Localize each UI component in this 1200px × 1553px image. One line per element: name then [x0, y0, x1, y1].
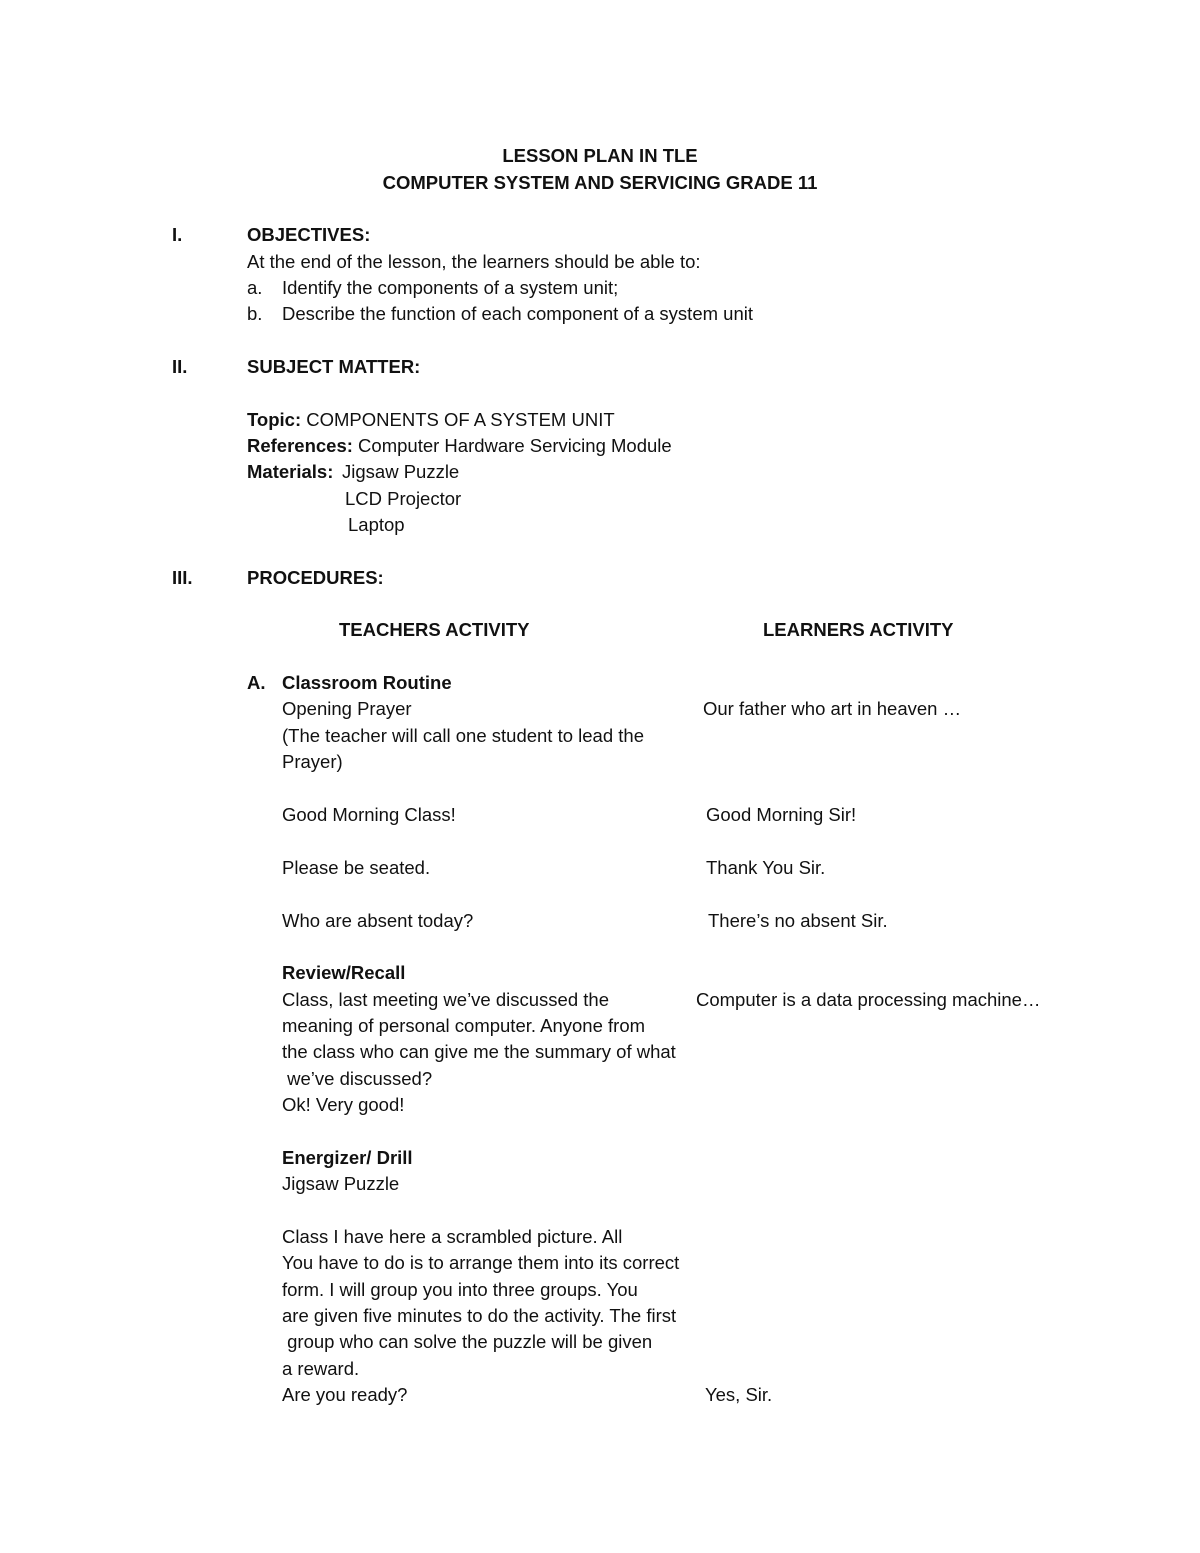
- seated-response: Thank You Sir.: [706, 857, 826, 878]
- section-a-marker: A.: [247, 672, 266, 693]
- objective-b-marker: b.: [247, 303, 263, 324]
- review-line: the class who can give me the summary of what: [282, 1041, 676, 1062]
- energizer-activity: Jigsaw Puzzle: [282, 1173, 400, 1194]
- energizer-line: a reward.: [282, 1358, 360, 1379]
- material-item: LCD Projector: [345, 488, 462, 509]
- procedures-numeral: III.: [172, 567, 193, 588]
- review-response: Computer is a data processing machine…: [696, 989, 1041, 1010]
- topic-label: Topic:: [247, 409, 302, 430]
- seated-instruction: Please be seated.: [282, 857, 431, 878]
- prayer-response: Our father who art in heaven …: [703, 698, 962, 719]
- material-item: Laptop: [348, 514, 405, 535]
- topic-line: [247, 407, 615, 433]
- review-title: Review/Recall: [282, 962, 406, 983]
- absent-question: Who are absent today?: [282, 910, 474, 931]
- objective-a-marker: a.: [247, 277, 263, 298]
- objective-a-text: Identify the components of a system unit;: [282, 277, 619, 298]
- opening-prayer: Opening Prayer: [282, 698, 412, 719]
- ready-response: Yes, Sir.: [705, 1384, 773, 1405]
- prayer-note: Prayer): [282, 751, 343, 772]
- energizer-title: Energizer/ Drill: [282, 1147, 413, 1168]
- teachers-activity-header: TEACHERS ACTIVITY: [339, 619, 530, 640]
- energizer-line: Are you ready?: [282, 1384, 408, 1405]
- review-line: meaning of personal computer. Anyone from: [282, 1015, 646, 1036]
- objectives-heading: OBJECTIVES:: [247, 224, 371, 245]
- document-subtitle: COMPUTER SYSTEM AND SERVICING GRADE 11: [382, 172, 818, 193]
- objectives-intro: At the end of the lesson, the learners should be able to:: [247, 251, 701, 272]
- topic-value: COMPONENTS OF A SYSTEM UNIT: [301, 409, 615, 430]
- greeting: Good Morning Class!: [282, 804, 456, 825]
- energizer-line: group who can solve the puzzle will be given: [282, 1331, 653, 1352]
- energizer-line: Class I have here a scrambled picture. All: [282, 1226, 623, 1247]
- review-line: we’ve discussed?: [282, 1068, 433, 1089]
- energizer-line: You have to do is to arrange them into its correct: [282, 1252, 680, 1273]
- references-label: References:: [247, 435, 353, 456]
- learners-activity-header: LEARNERS ACTIVITY: [763, 619, 954, 640]
- references-value: Computer Hardware Servicing Module: [352, 435, 672, 456]
- energizer-line: form. I will group you into three groups. You: [282, 1279, 638, 1300]
- section-a-title: Classroom Routine: [282, 672, 452, 693]
- objective-b-text: Describe the function of each component of a system unit: [282, 303, 753, 324]
- document-title: LESSON PLAN IN TLE: [502, 145, 698, 166]
- subject-matter-numeral: II.: [172, 356, 188, 377]
- references-line: [247, 433, 672, 459]
- procedures-heading: PROCEDURES:: [247, 567, 384, 588]
- absent-response: There’s no absent Sir.: [708, 910, 888, 931]
- prayer-note: (The teacher will call one student to lead the: [282, 725, 644, 746]
- review-line: Class, last meeting we’ve discussed the: [282, 989, 609, 1010]
- subject-matter-heading: SUBJECT MATTER:: [247, 356, 421, 377]
- material-item: Jigsaw Puzzle: [342, 461, 460, 482]
- greeting-response: Good Morning Sir!: [706, 804, 857, 825]
- energizer-line: are given five minutes to do the activity. The first: [282, 1305, 677, 1326]
- materials-label: Materials:: [247, 461, 334, 482]
- review-line: Ok! Very good!: [282, 1094, 405, 1115]
- objectives-numeral: I.: [172, 224, 183, 245]
